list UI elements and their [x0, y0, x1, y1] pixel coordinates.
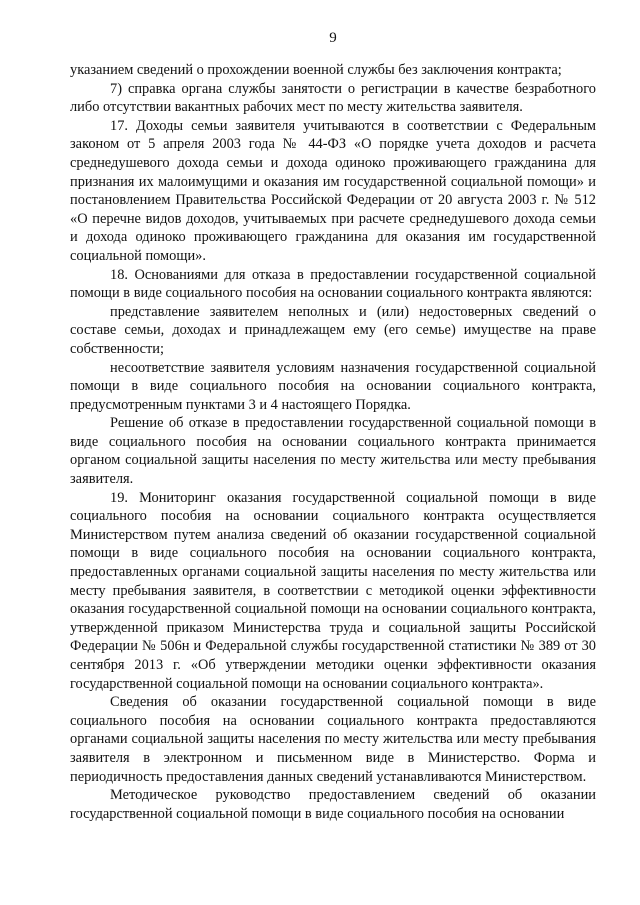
paragraph-19-reporting: Сведения об оказании государственной социальной помощи в виде социального пособия на основании социального контракта предоставляются органами социальной защиты населения по месту жительства или месту пребывания заявителя в электронном и письменном виде в Министерство. Форма и периодичность предоставления данных сведений устанавливаются Министерством. — [70, 694, 596, 785]
paragraph-item-7: 7) справка органа службы занятости о регистрации в качестве безработного либо отсутствии вакантных рабочих мест по месту жительства заявителя. — [70, 80, 596, 116]
paragraph-19-guidance: Методическое руководство предоставлением сведений об оказании государственной социальной помощи в виде социального пособия на основании — [70, 787, 596, 822]
document-body — [70, 61, 596, 823]
paragraph-18: 18. Основаниями для отказа в предоставлении государственной социальной помощи в виде социального пособия на основании социального контракта являются: — [70, 266, 596, 302]
paragraph-continuation: указанием сведений о прохождении военной службы без заключения контракта; — [70, 62, 562, 78]
paragraph-17: 17. Доходы семьи заявителя учитываются в соответствии с Федеральным законом от 5 апреля 2003 года № 44-ФЗ «О порядке учета доходов и расчета среднедушевого дохода семьи и дохода одиноко проживающего гражданина для признания их малоимущими и оказания им государственной социальной помощи» и постановлением Правительства Российской Федерации от 20 августа 2003 г. № 512 «О перечне видов доходов, учитываемых при расчете среднедушевого дохода семьи и дохода одиноко проживающего гражданина для оказания им государственной социальной помощи». — [70, 117, 596, 264]
paragraph-19: 19. Мониторинг оказания государственной социальной помощи в виде социального пособия на основании социального контракта осуществляется Министерством путем анализа сведений об оказании государственной социальной помощи в виде социального пособия на основании социального контракта, предоставленных органами социальной защиты населения по месту жительства или месту пребывания заявителя, в соответствии с методикой оценки эффективности оказания государственной социальной помощи на основании социального контракта, утвержденной приказом Министерства труда и социальной защиты Российской Федерации № 506н и Федеральной службы государственной статистики № 389 от 30 сентября 2013 г. «Об утверждении методики оценки эффективности оказания государственной социальной помощи на основании социального контракта». — [70, 489, 596, 692]
paragraph-refusal-decision: Решение об отказе в предоставлении государственной социальной помощи в виде социального пособия на основании социального контракта принимается органом социальной защиты населения по месту жительства или месту пребывания заявителя. — [70, 415, 596, 488]
paragraph-18-reason-2: несоответствие заявителя условиям назначения государственной социальной помощи в виде социального пособия на основании социального контракта, предусмотренным пунктами 3 и 4 настоящего Порядка. — [70, 359, 596, 413]
page-number: 9 — [329, 30, 337, 46]
paragraph-18-reason-1: представление заявителем неполных и (или) недостоверных сведений о составе семьи, доходах и принадлежащем ему (его семье) имуществе на праве собственности; — [70, 303, 596, 357]
